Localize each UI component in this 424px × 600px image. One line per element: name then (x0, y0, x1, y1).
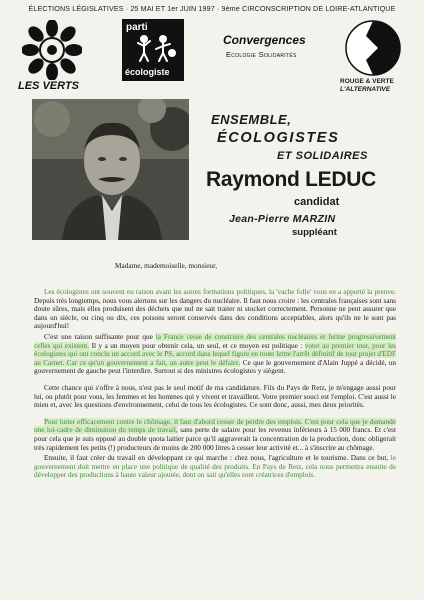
body-text: Depuis très longtemps, nous vous alertons sur les dangers du nucléaire. Il faut nous croire : les centrales françaises sont sans doute sûres, mais elles produisent des déchets que nul ne sait traiter ni stocker correctement. Personne ne peut assurer que dans un siècle, ou cinq ou dix, ces poisons seront conservés dans des conditions acceptables, alors qu'ils ne le sont pas aujourd'hui! (34, 296, 396, 331)
rouge-verte-logo-icon (344, 20, 402, 76)
convergences-subtitle: Ecologie Solidarités (226, 50, 297, 59)
alternative-label: L'ALTERNATIVE (340, 86, 391, 93)
sunflower-logo-icon (22, 20, 82, 80)
highlight-text: voter au premier tour, pour les écologistes qui ont conclu un accord avec le PS, accord dans lequel figure en toute lettre l'arrêt définitif de tout projet d'EDF au Carnet. Car ce qu'un gouvernement a fait, un autre peut le défaire. (34, 341, 396, 367)
parti-logo-text: parti (126, 22, 148, 33)
figures-icon (136, 35, 176, 63)
convergences-title: Convergences (223, 33, 306, 47)
paragraph (34, 418, 396, 452)
parti-logo-text-2: écologiste (125, 67, 170, 77)
candidate-name: Raymond LEDUC (206, 168, 376, 191)
paragraph (34, 288, 396, 331)
letter-body (34, 288, 396, 482)
highlight-text: la France cesse de construire des centrales nucléaires et ferme progressivement celles qui existent. (34, 332, 396, 350)
rouge-verte-label: ROUGE & VERTE (340, 78, 394, 85)
substitute-role: suppléant (292, 227, 337, 238)
substitute-name: Jean-Pierre MARZIN (229, 213, 336, 225)
parti-ecologiste-logo (122, 19, 184, 81)
body-text: Ce que le gouvernement d'Alain Juppé a décidé, un gouvernement de gauche peut l'interdire. Surtout si des ministres écologistes y siègent. (34, 358, 396, 376)
highlight-text: Les écologistes ont souvent eu raison avant les autres formations politiques, la 'vache folle' vous en a apporté la preuve. (44, 288, 396, 296)
tagline-line-1: ENSEMBLE, (211, 112, 292, 127)
salutation: Madame, mademoiselle, monsieur, (115, 261, 218, 270)
paragraph (34, 384, 396, 410)
highlight-text: le gouvernement doit mettre en place une politique de qualité des produits. En Pays de Retz, cela nous permettra ensuite de développer des productions à haute valeur ajoutée, dont on sait qu'elles sont créatrices d'emplois. (34, 454, 396, 480)
candidate-role: candidat (294, 196, 340, 208)
tagline-line-3: ET SOLIDAIRES (277, 150, 368, 162)
candidate-photo (32, 99, 189, 240)
paragraph (34, 333, 396, 376)
les-verts-label: LES VERTS (18, 80, 79, 92)
body-text: Ensuite, il faut créer du travail en développant ce qui marche : chez nous, l'agriculture et le tourisme. Dans ce but, (44, 454, 391, 463)
paragraph (34, 454, 396, 480)
body-text: C'est une raison suffisante pour que (44, 332, 156, 341)
tagline-line-2: ÉCOLOGISTES (217, 130, 340, 146)
election-header: ÉLECTIONS LÉGISLATIVES · 25 MAI ET 1er JUIN 1997 · 9ème CIRCONSCRIPTION DE LOIRE-ATLANTIQUE (28, 4, 396, 13)
highlight-text: Pour lutter efficacement contre le chômage, il faut d'abord cesser de perdre des emplois. C'est pour cela que je demande une loi-cadre de diminution du temps de travail, (34, 417, 396, 435)
body-text: Cette chance qui s'offre à nous, n'est pas le seul motif de ma candidature. Fils du Pays de Retz, je m'engage aussi pour lui, ou plutôt pour vous, les femmes et les hommes qui y vivent et travaillent. Votre premier souci est l'emploi. C'est aussi le mien et, avec les questions d'environnement, celui de tous les écologistes. Ce sont donc, aussi, mes deux priorités. (34, 383, 396, 410)
body-text: sans perte de salaire pour les revenus inférieurs à 15 000 francs. Et c'est pour cela que je suis opposé au double quota laitier parce qu'il aggraverait la concentration de la production, donc obligerait très rapidement les petits (!) producteurs de moins de 200 000 litres à cesser leur activité et... à s'inscrire au chômage. (34, 426, 396, 452)
body-text: Il y a un moyen pour obtenir cela, un seul, et ce moyen est politique : (89, 341, 305, 350)
